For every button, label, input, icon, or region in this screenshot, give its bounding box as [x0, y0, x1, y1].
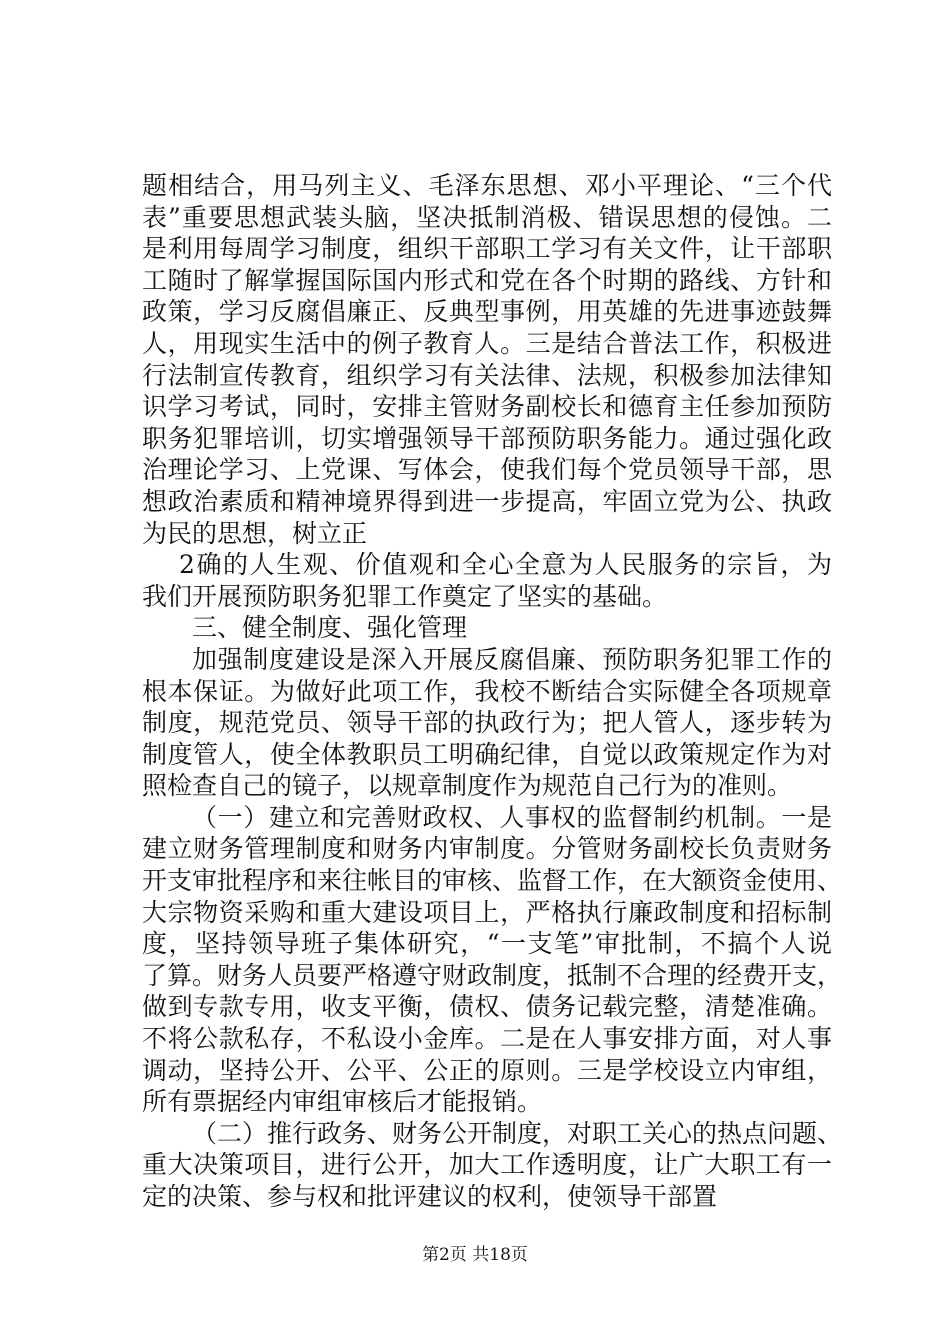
text-line: 不将公款私存，不私设小金库。二是在人事安排方面，对人事	[142, 1024, 832, 1054]
text-line: 工随时了解掌握国际国内形式和党在各个时期的路线、方针和	[142, 265, 832, 295]
text-line: 加强制度建设是深入开展反腐倡廉、预防职务犯罪工作的	[192, 644, 832, 674]
text-line: 我们开展预防职务犯罪工作奠定了坚实的基础。	[142, 581, 668, 611]
text-line: 2确的人生观、价值观和全心全意为人民服务的宗旨，为	[179, 550, 832, 580]
text-line: 制度，规范党员、领导干部的执政行为；把人管人，逐步转为	[142, 708, 832, 738]
text-line: 题相结合，用马列主义、毛泽东思想、邓小平理论、“三个代	[142, 171, 832, 200]
text-line: 行法制宣传教育，组织学习有关法律、法规，积极参加法律知	[142, 360, 832, 390]
text-line: 照检查自己的镜子，以规章制度作为规范自己行为的准则。	[142, 771, 793, 801]
text-line: 开支审批程序和来往帐目的审核、监督工作，在大额资金使用、	[142, 866, 843, 896]
text-line: （二）推行政务、财务公开制度，对职工关心的热点问题、	[192, 1118, 843, 1148]
text-line: 政策，学习反腐倡廉正、反典型事例，用英雄的先进事迹鼓舞	[142, 297, 832, 327]
text-line: 识学习考试，同时，安排主管财务副校长和德育主任参加预防	[142, 392, 832, 422]
text-line: 职务犯罪培训，切实增强领导干部预防职务能力。通过强化政	[142, 423, 832, 453]
text-line: 定的决策、参与权和批评建议的权利，使领导干部置	[142, 1182, 718, 1211]
document-body	[142, 170, 843, 1213]
text-line: 建立财务管理制度和财务内审制度。分管财务副校长负责财务	[142, 834, 832, 864]
text-line: 了算。财务人员要严格遵守财政制度，抵制不合理的经费开支，	[142, 960, 843, 990]
text-line: 表”重要思想武装头脑，坚决抵制消极、错误思想的侵蚀。二	[142, 202, 832, 232]
text-line: 为民的思想，树立正	[142, 518, 368, 548]
text-line: 治理论学习、上党课、写体会，使我们每个党员领导干部，思	[142, 455, 832, 485]
text-line: （一）建立和完善财政权、人事权的监督制约机制。一是	[192, 802, 832, 832]
text-line: 根本保证。为做好此项工作，我校不断结合实际健全各项规章	[142, 676, 832, 706]
text-line: 调动，坚持公开、公平、公正的原则。三是学校设立内审组，	[142, 1055, 832, 1085]
text-line: 制度管人，使全体教职员工明确纪律，自觉以政策规定作为对	[142, 739, 832, 769]
section-heading: 三、健全制度、强化管理	[192, 613, 468, 643]
text-line: 想政治素质和精神境界得到进一步提高，牢固立党为公、执政	[142, 486, 832, 516]
text-line: 重大决策项目，进行公开，加大工作透明度，让广大职工有一	[142, 1150, 832, 1180]
text-line: 度，坚持领导班子集体研究，“一支笔”审批制，不搞个人说	[142, 929, 832, 959]
page-number: 第2页 共18页	[422, 1245, 528, 1265]
text-line: 是利用每周学习制度，组织干部职工学习有关文件，让干部职	[142, 234, 832, 264]
text-line: 人，用现实生活中的例子教育人。三是结合普法工作，积极进	[142, 328, 832, 358]
text-line: 大宗物资采购和重大建设项目上，严格执行廉政制度和招标制	[142, 897, 832, 927]
text-line: 做到专款专用，收支平衡，债权、债务记载完整，清楚准确。	[142, 992, 832, 1022]
text-line: 所有票据经内审组审核后才能报销。	[142, 1087, 543, 1117]
